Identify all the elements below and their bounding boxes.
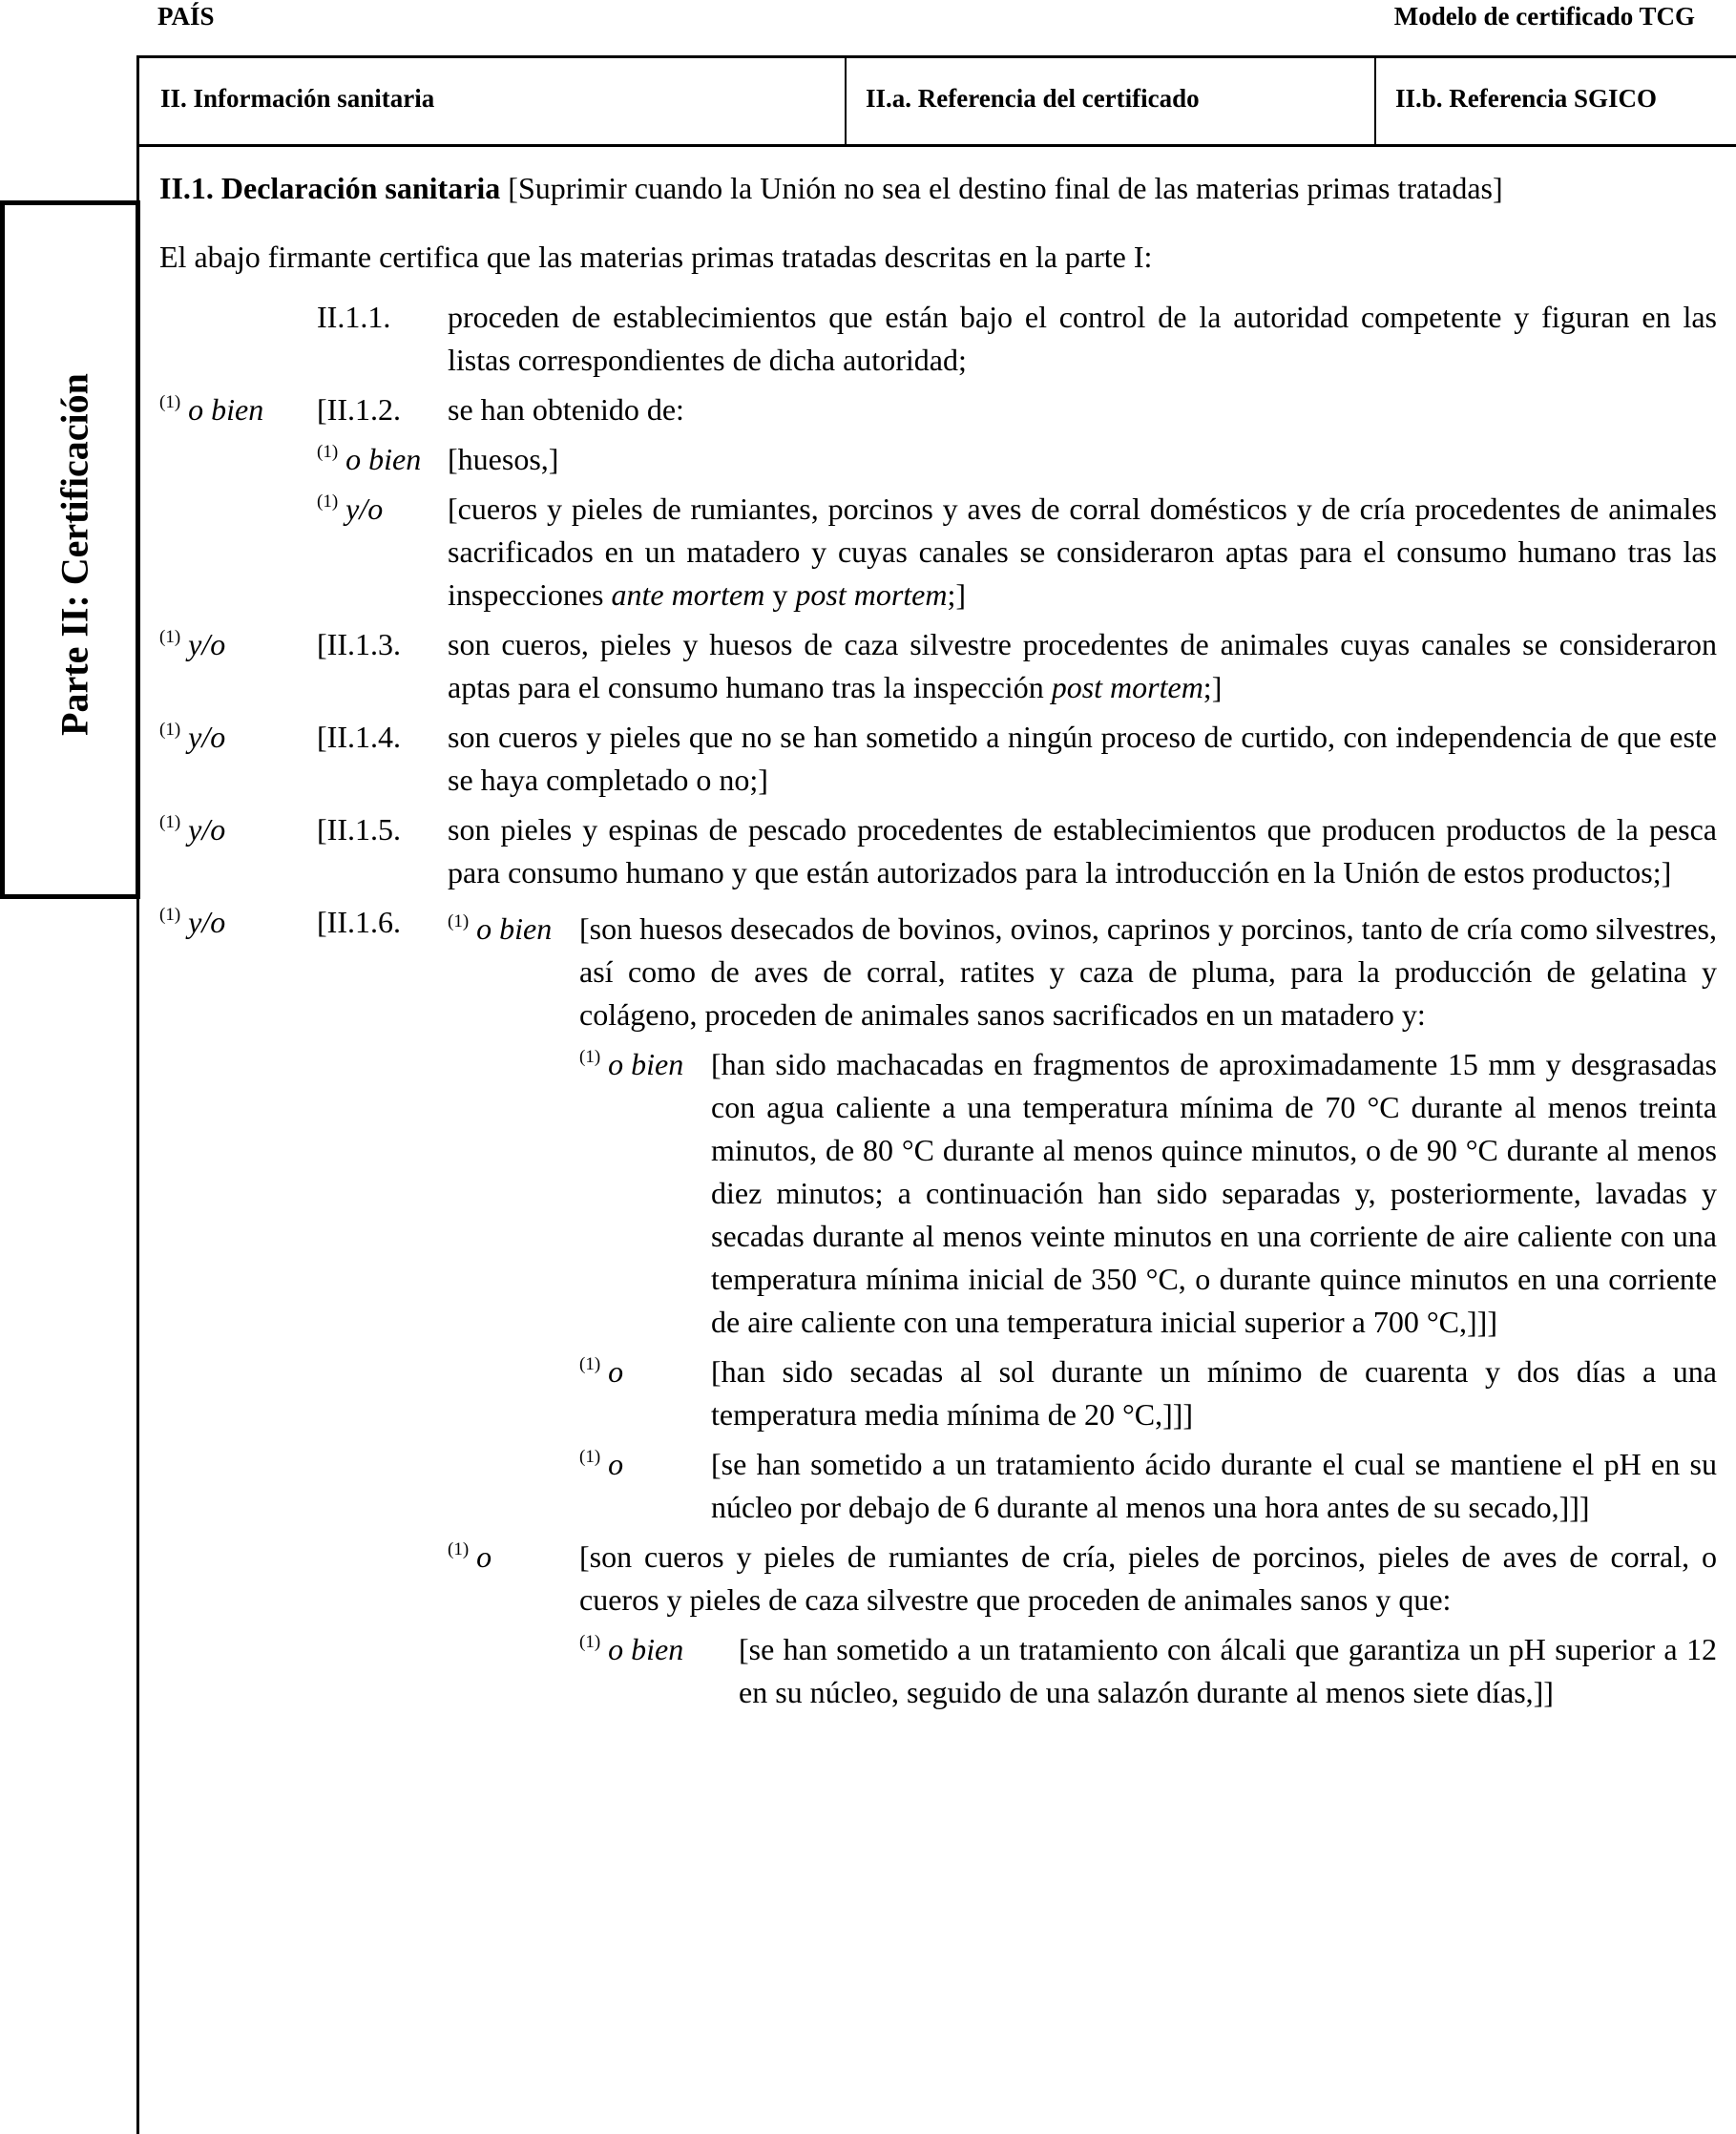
footnote-mark: (1) xyxy=(579,1447,601,1467)
option-text: [han sido machacadas en fragmentos de aproximadamente 15 mm y desgrasadas con agua caliente a una temperatura mínima de 70 °C durante al menos treinta minutos, de 80 °C durante al menos quince minutos, o de 90 °C durante al menos diez minutos; a continuación han sido separadas y, posteriormente, lavadas y secadas durante al menos veinte minutos en una corriente de aire caliente con una temperatura mínima inicial de 350 °C, o durante quince minutos en una corriente de aire caliente con una temperatura inicial superior a 700 °C,]]] xyxy=(711,1047,1717,1339)
clause-number: [II.1.6. xyxy=(317,905,401,939)
option-text: [son cueros y pieles de rumiantes de cría, pieles de porcinos, pieles de aves de corral, o cueros y pieles de caza silvestre que proceden de animales sanos y que: xyxy=(579,1539,1717,1617)
clause-ii-1-2 xyxy=(159,388,1717,431)
clause-number: [II.1.4. xyxy=(317,720,401,754)
option-qualifier: $^{(1)}$ o bien xyxy=(579,1047,684,1081)
option-qualifier: $^{(1)}$ o bien xyxy=(579,1632,684,1666)
footnote-mark: (1) xyxy=(317,492,339,512)
clause-ii-1-2-hides xyxy=(159,488,1717,617)
footnote-mark: (1) xyxy=(159,812,181,832)
country-label: PAÍS xyxy=(157,2,215,31)
hides-skins-treatments xyxy=(579,1628,1717,1714)
option-text: [han sido secadas al sol durante un mínimo de cuarenta y dos días a una temperatura media mínima de 20 °C,]]] xyxy=(711,1354,1717,1432)
crushing-treatment-option xyxy=(579,1043,1717,1344)
clause-ii-1-5 xyxy=(159,808,1717,894)
clause-ii-1-6 xyxy=(159,901,1717,1714)
clause-ii-1-4 xyxy=(159,716,1717,802)
option-qualifier: $^{(1)}$ o xyxy=(579,1354,624,1389)
clause-body xyxy=(448,901,1717,1714)
option-text: [se han sometido a un tratamiento con álcali que garantiza un pH superior a 12 en su núcleo, seguido de una salazón durante al menos siete días,]] xyxy=(739,1632,1717,1709)
certificate-model-label: Modelo de certificado TCG xyxy=(1393,2,1695,31)
clause-qualifier: $^{(1)}$ y/o xyxy=(317,492,384,526)
sgico-reference-cell: II.b. Referencia SGICO xyxy=(1374,55,1736,144)
clause-number: [II.1.3. xyxy=(317,627,401,661)
acid-treatment-option xyxy=(579,1443,1717,1529)
clause-qualifier: $^{(1)}$ o bien xyxy=(317,442,422,476)
heading-title: Declaración sanitaria xyxy=(220,171,501,205)
alkali-treatment-option xyxy=(579,1628,1717,1714)
section-heading xyxy=(159,167,1717,210)
clause-qualifier: $^{(1)}$ y/o xyxy=(159,627,226,661)
page-header xyxy=(0,0,1736,55)
heading-number: II.1. xyxy=(159,171,214,205)
part-side-box xyxy=(0,200,140,899)
clause-qualifier: $^{(1)}$ y/o xyxy=(159,720,226,754)
footnote-mark: (1) xyxy=(317,442,339,462)
clause-text: proceden de establecimientos que están bajo el control de la autoridad competente y figuran en las listas correspondientes de dicha autoridad; xyxy=(448,300,1717,377)
clause-text: son pieles y espinas de pescado procedentes de establecimientos que producen productos de la pesca para consumo humano y que están autorizados para la introducción en la Unión de estos productos;] xyxy=(448,812,1717,889)
clause-text: son cueros, pieles y huesos de caza silvestre procedentes de animales cuyas canales se consideraron aptas para el consumo humano tras la inspección post mortem;] xyxy=(448,627,1717,704)
clause-text: son cueros y pieles que no se han sometido a ningún proceso de curtido, con independencia de que este se haya completado o no;] xyxy=(448,720,1717,797)
part-side-label: Parte II: Certificación xyxy=(52,373,96,736)
clause-number: [II.1.5. xyxy=(317,812,401,847)
clause-text: [huesos,] xyxy=(448,442,559,476)
footnote-mark: (1) xyxy=(159,627,181,647)
hides-skins-option xyxy=(448,1536,1717,1621)
footnote-mark: (1) xyxy=(159,720,181,740)
footnote-mark: (1) xyxy=(448,1539,470,1559)
clause-ii-1-2-bones xyxy=(159,438,1717,481)
footnote-mark: (1) xyxy=(579,1632,601,1652)
clause-number: II.1.1. xyxy=(317,300,391,334)
clause-text: se han obtenido de: xyxy=(448,392,684,427)
certificate-reference-cell: II.a. Referencia del certificado xyxy=(845,55,1374,144)
clause-ii-1-3 xyxy=(159,623,1717,709)
footnote-mark: (1) xyxy=(159,905,181,925)
dried-bones-option xyxy=(448,908,1717,1036)
footnote-mark: (1) xyxy=(448,911,470,931)
health-information-cell: II. Información sanitaria xyxy=(160,84,435,113)
clause-number: [II.1.2. xyxy=(317,392,401,427)
section-header-row xyxy=(136,55,1736,147)
footnote-mark: (1) xyxy=(579,1354,601,1374)
clause-qualifier: $^{(1)}$ o bien xyxy=(159,392,264,427)
sun-drying-option xyxy=(579,1350,1717,1436)
option-text: [se han sometido a un tratamiento ácido durante el cual se mantiene el pH en su núcleo por debajo de 6 durante al menos una hora antes de su secado,]]] xyxy=(711,1447,1717,1524)
option-text: [son huesos desecados de bovinos, ovinos, caprinos y porcinos, tanto de cría como silvestres, así como de aves de corral, ratites y caza de pluma, para la producción de gelatina y colágeno, proceden de animales sanos sacrificados en un matadero y: xyxy=(579,911,1717,1032)
option-qualifier: $^{(1)}$ o bien xyxy=(448,911,553,946)
clause-qualifier: $^{(1)}$ y/o xyxy=(159,905,226,939)
dried-bones-treatments xyxy=(579,1043,1717,1529)
clause-qualifier: $^{(1)}$ y/o xyxy=(159,812,226,847)
footnote-mark: (1) xyxy=(579,1047,601,1067)
option-qualifier: $^{(1)}$ o xyxy=(579,1447,624,1481)
footnote-mark: (1) xyxy=(159,392,181,412)
clause-body xyxy=(448,388,1717,431)
certificate-body xyxy=(159,167,1717,1714)
clause-text: [cueros y pieles de rumiantes, porcinos y aves de corral domésticos y de cría procedentes de animales sacrificados en un matadero y cuyas canales se consideraron aptas para el consumo humano tras las inspecciones ante mortem y post mortem;] xyxy=(448,492,1717,612)
heading-note: [Suprimir cuando la Unión no sea el destino final de las materias primas tratadas] xyxy=(508,171,1503,205)
intro-text: El abajo firmante certifica que las materias primas tratadas descritas en la parte I: xyxy=(159,240,1153,274)
option-qualifier: $^{(1)}$ o xyxy=(448,1539,492,1574)
clause-ii-1-1 xyxy=(159,296,1717,382)
